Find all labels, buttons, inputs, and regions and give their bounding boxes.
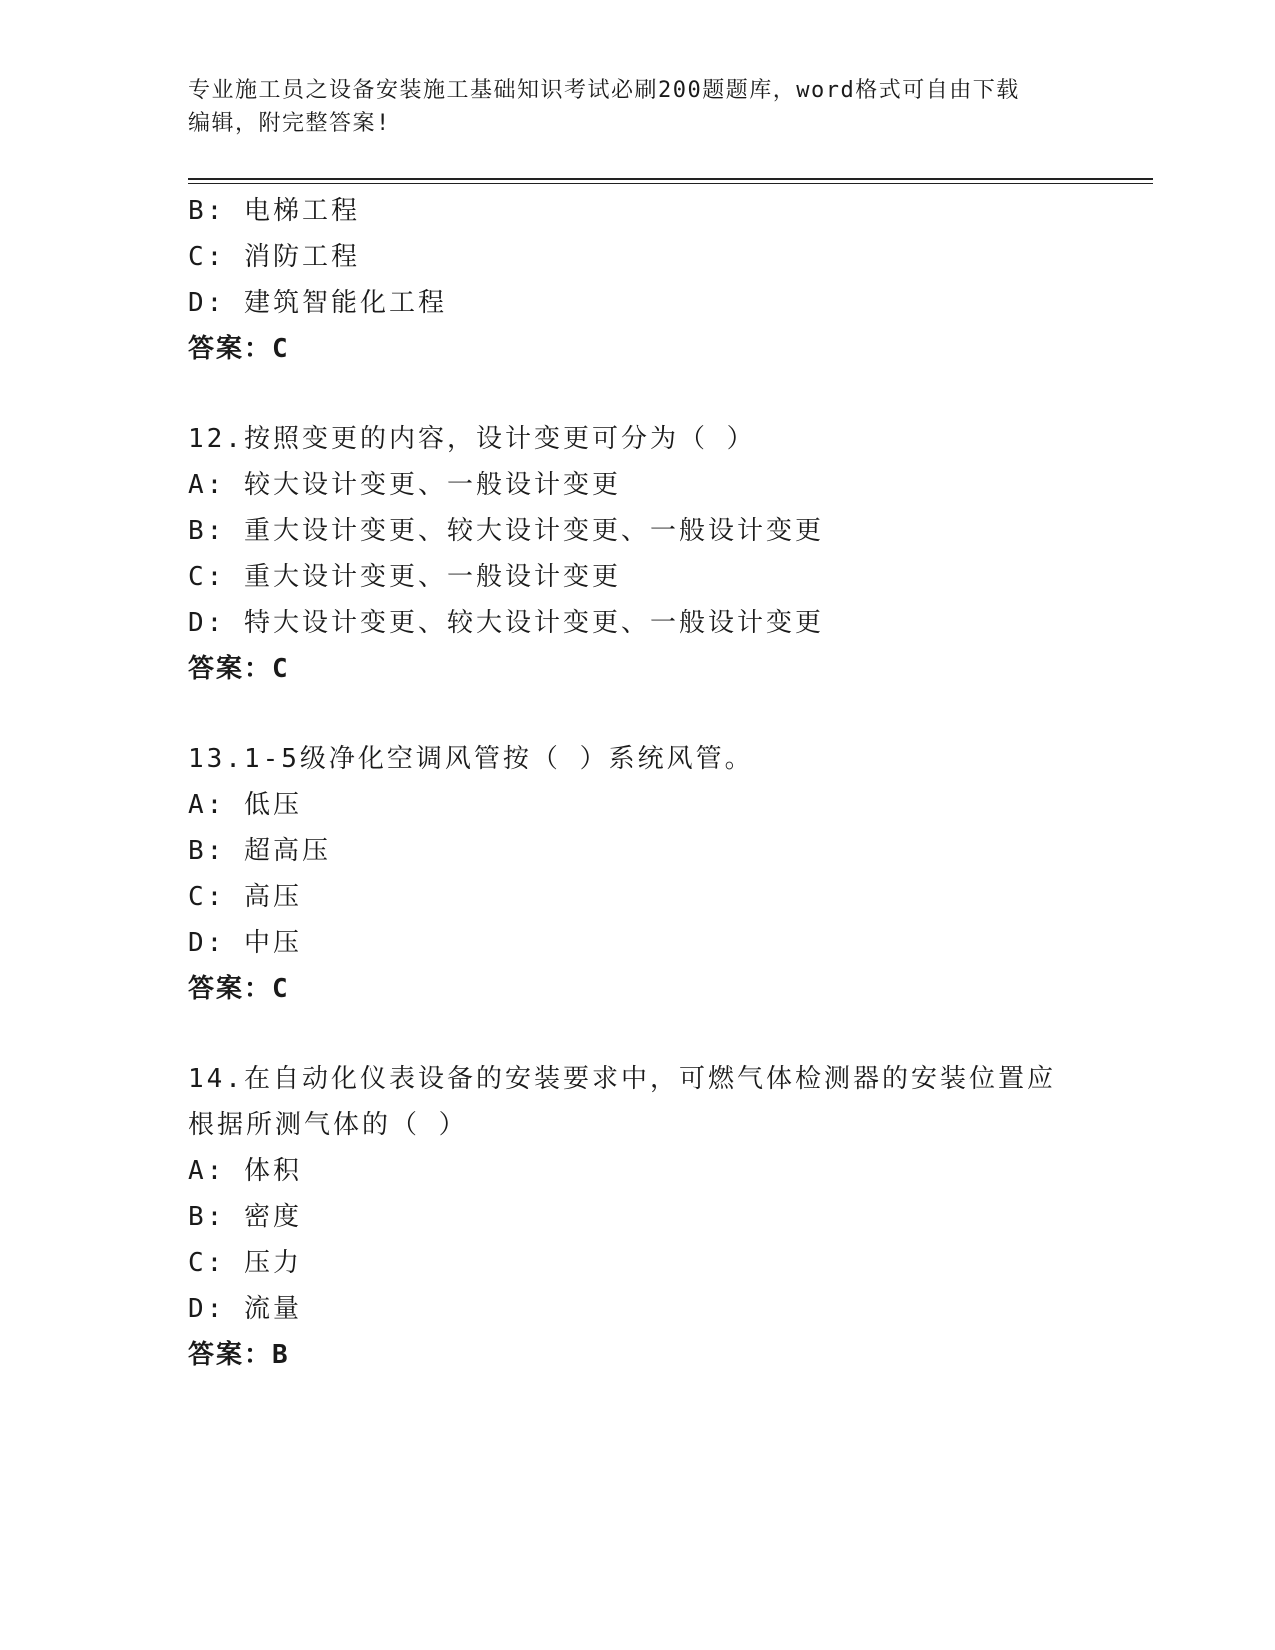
question-stem: 14.在自动化仪表设备的安装要求中，可燃气体检测器的安装位置应根据所测气体的（ ） (188, 1064, 1056, 1140)
option-b: B: 超高压 (188, 836, 331, 866)
answer-line: 答案：C (188, 974, 290, 1004)
option-c: C: 消防工程 (188, 242, 360, 272)
option-c: C: 压力 (188, 1248, 302, 1278)
option-b: B: 电梯工程 (188, 196, 360, 226)
option-a: A: 较大设计变更、一般设计变更 (188, 470, 621, 500)
option-a: A: 低压 (188, 790, 302, 820)
header-title-line-1: 专业施工员之设备安装施工基础知识考试必刷200题题库，word格式可自由下载 (188, 78, 1020, 103)
question-stem: 13.1-5级净化空调风管按（ ）系统风管。 (188, 744, 754, 774)
question-12 (188, 416, 1088, 692)
option-a: A: 体积 (188, 1156, 302, 1186)
option-d: D: 中压 (188, 928, 302, 958)
question-continued (188, 188, 1088, 372)
option-d: D: 建筑智能化工程 (188, 288, 447, 318)
option-c: C: 高压 (188, 882, 302, 912)
answer-line: 答案：B (188, 1340, 290, 1370)
question-14 (188, 1056, 1088, 1378)
question-13 (188, 736, 1088, 1012)
header-title-line-2: 编辑，附完整答案! (188, 111, 391, 136)
answer-line: 答案：C (188, 654, 290, 684)
question-stem: 12.按照变更的内容，设计变更可分为（ ） (188, 424, 756, 454)
option-b: B: 重大设计变更、较大设计变更、一般设计变更 (188, 516, 824, 546)
header-divider-thick (188, 178, 1153, 180)
option-b: B: 密度 (188, 1202, 302, 1232)
header-divider-thin (188, 183, 1153, 184)
option-c: C: 重大设计变更、一般设计变更 (188, 562, 621, 592)
option-d: D: 特大设计变更、较大设计变更、一般设计变更 (188, 608, 824, 638)
question-list (188, 188, 1088, 1378)
document-header (188, 74, 1068, 140)
answer-line: 答案：C (188, 334, 290, 364)
option-d: D: 流量 (188, 1294, 302, 1324)
